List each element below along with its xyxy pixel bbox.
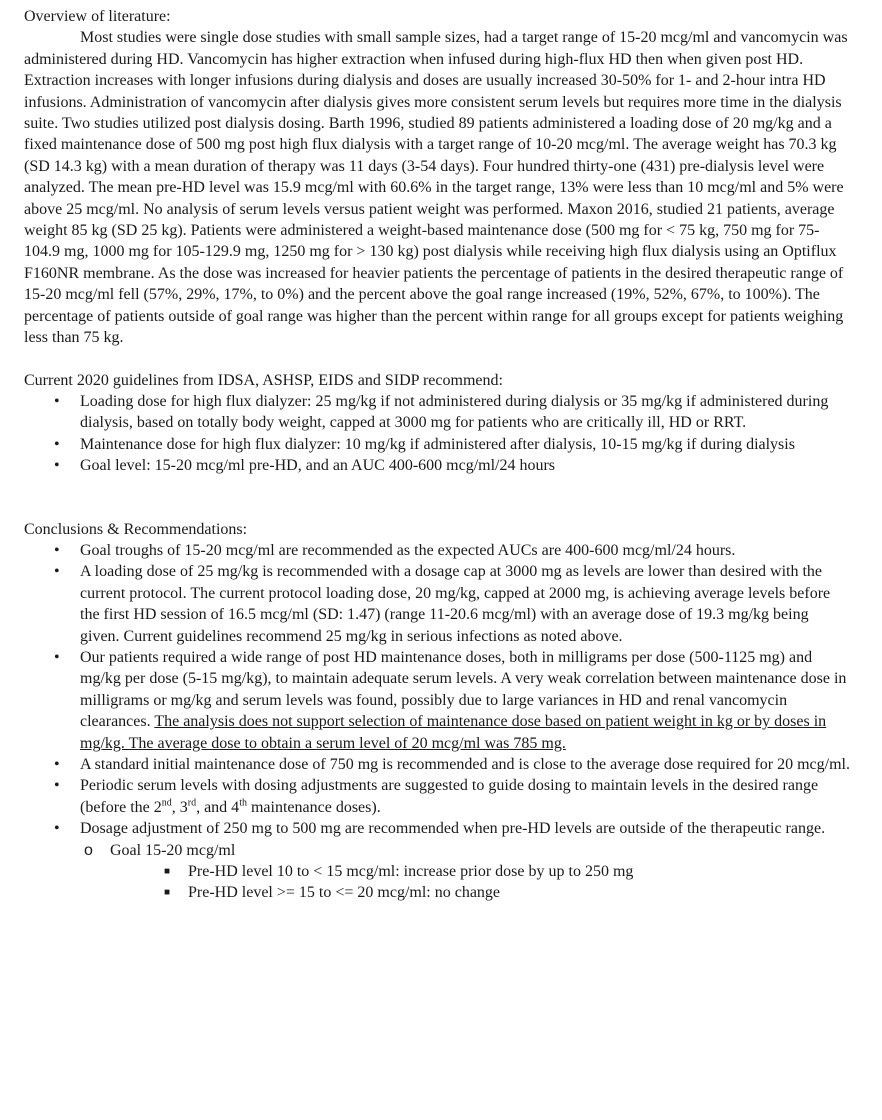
bullet-icon: • — [54, 392, 60, 410]
bullet-icon: • — [54, 820, 60, 838]
sub-list — [80, 840, 850, 904]
guideline-text: Goal level: 15-20 mcg/ml pre-HD, and an AUC 400-600 mcg/ml/24 hours — [80, 457, 556, 475]
bullet-icon: • — [54, 777, 60, 795]
conclusion-text: , 3 — [171, 798, 188, 816]
guideline-text: Loading dose for high flux dialyzer: 25 mg/kg if not administered during dialysis or 35 mg/kg if administered during dialysis, based on totally body weight, capped at 3000 mg for patients who are critically ill, HD or RRT. — [80, 392, 829, 432]
guideline-text: Maintenance dose for high flux dialyzer: 10 mg/kg if administered after dialysis, 10-15 mg/kg if during dialysis — [80, 435, 795, 453]
conclusion-text: A loading dose of 25 mg/kg is recommended with a dosage cap at 3000 mg as levels are lower than desired with the current protocol. The current protocol loading dose, 20 mg/kg, capped at 2000 mg, is achieving average levels before the first HD session of 16.5 mcg/ml (SD: 1.47) (range 11-20.6 mcg/ml) with an average dose of 19.3 mg/kg being given. Current guidelines recommend 25 mg/kg in serious infections as noted above. — [80, 563, 831, 645]
overview-heading: Overview of literature: — [24, 8, 171, 25]
guidelines-heading: Current 2020 guidelines from IDSA, ASHSP, EIDS and SIDP recommend: — [24, 371, 503, 389]
sub-sub-item-text: Pre-HD level >= 15 to <= 20 mcg/ml: no change — [188, 884, 501, 902]
list-item — [24, 647, 850, 754]
conclusions-heading: Conclusions & Recommendations: — [24, 520, 248, 538]
square-bullet-icon: ■ — [164, 887, 171, 899]
list-item — [24, 540, 850, 561]
sub-sub-item-text: Pre-HD level 10 to < 15 mcg/ml: increase prior dose by up to 250 mg — [188, 863, 634, 881]
ordinal-suffix: rd — [187, 797, 197, 809]
conclusion-text: , and 4 — [196, 798, 240, 816]
conclusion-text: Dosage adjustment of 250 mg to 500 mg are recommended when pre-HD levels are outside of the therapeutic range. — [80, 820, 826, 838]
bullet-icon: • — [54, 541, 60, 559]
list-item — [24, 861, 850, 882]
guidelines-list — [24, 391, 850, 477]
bullet-icon: • — [54, 756, 60, 773]
ordinal-suffix: nd — [161, 797, 172, 809]
bullet-icon: • — [54, 435, 60, 453]
conclusion-text: Goal troughs of 15-20 mcg/ml are recommended as the expected AUCs are 400-600 mcg/ml/24 hours. — [80, 541, 736, 559]
conclusion-text: Periodic serum levels with dosing adjustments are suggested to guide dosing to maintain levels in the desired range (before the 2 — [80, 777, 819, 816]
spacer — [24, 477, 850, 519]
bullet-icon: • — [54, 457, 60, 475]
list-item — [24, 391, 850, 434]
conclusions-list — [24, 540, 850, 904]
bullet-icon: • — [54, 563, 60, 581]
list-item — [24, 754, 850, 775]
circle-bullet-icon: o — [84, 841, 93, 859]
list-item — [24, 882, 850, 903]
sub-item-text: Goal 15-20 mcg/ml — [110, 841, 236, 859]
conclusion-text: A standard initial maintenance dose of 750 mg is recommended and is close to the average dose required for 20 mcg/ml. — [80, 756, 850, 773]
ordinal-suffix: th — [239, 797, 247, 809]
list-item — [24, 818, 850, 904]
overview-paragraph: Most studies were single dose studies with small sample sizes, had a target range of 15-20 mcg/ml and vancomycin was administered during HD. Vancomycin has higher extraction when infused during high-flux HD then when given post HD. Extraction increases with longer infusions during dialysis and doses are usually increased 30-50% for 1- and 2-hour intra HD infusions. Administration of vancomycin after dialysis gives more consistent serum levels but requires more time in the dialysis suite. Two studies utilized post dialysis dosing. Barth 1996, studied 89 patients administered a loading dose of 20 mg/kg and a fixed maintenance dose of 500 mg post high flux dialysis with a target range of 10-20 mcg/ml. The average weight has 70.3 kg (SD 14.3 kg) with a mean duration of therapy was 11 days (3-54 days). Four hundred thirty-one (431) pre-dialysis level were analyzed. The mean pre-HD level was 15.9 mcg/ml with 60.6% in the target range, 13% were less than 10 mcg/ml and 5% were above 25 mcg/ml. No analysis of serum levels versus patient weight was performed. Maxon 2016, studied 21 patients, average weight 85 kg (SD 25 kg). Patients were administered a weight-based maintenance dose (500 mg for < 75 kg, 750 mg for 75-104.9 mg, 1000 mg for 105-129.9 mg, 1250 mg for > 130 kg) post dialysis while receiving high flux dialysis using an Optiflux F160NR membrane. As the dose was increased for heavier patients the percentage of patients in the desired therapeutic range of 15-20 mcg/ml fell (57%, 29%, 17%, to 0%) and the percent above the goal range increased (19%, 52%, 67%, to 100%). The percentage of patients outside of goal range was higher than the percent within range for all groups except for patients weighing less than 75 kg. — [24, 29, 848, 347]
square-bullet-icon: ■ — [164, 866, 171, 878]
list-item — [24, 775, 850, 818]
sub-sub-list — [110, 861, 850, 904]
document-page — [24, 6, 850, 904]
list-item — [24, 434, 850, 455]
conclusion-text: maintenance doses). — [246, 798, 381, 816]
conclusion-text: Our patients required a wide range of post HD maintenance doses, both in milligrams per dose (500-1125 mg) and mg/kg per dose (5-15 mg/kg), to maintain adequate serum levels. A very weak correlation between maintenance dose in milligrams or mg/kg and serum levels was found, possibly due to large variances in HD and renal vancomycin clearances. — [80, 648, 847, 731]
bullet-icon: • — [54, 648, 60, 666]
list-item — [24, 455, 850, 476]
conclusion-underlined-text: The analysis does not support selection of maintenance dose based on patient weight in kg or by doses in mg/kg. The average dose to obtain a serum level of 20 mcg/ml was 785 mg. — [80, 713, 827, 752]
spacer — [24, 349, 850, 370]
list-item — [24, 561, 850, 647]
list-item — [24, 840, 850, 904]
